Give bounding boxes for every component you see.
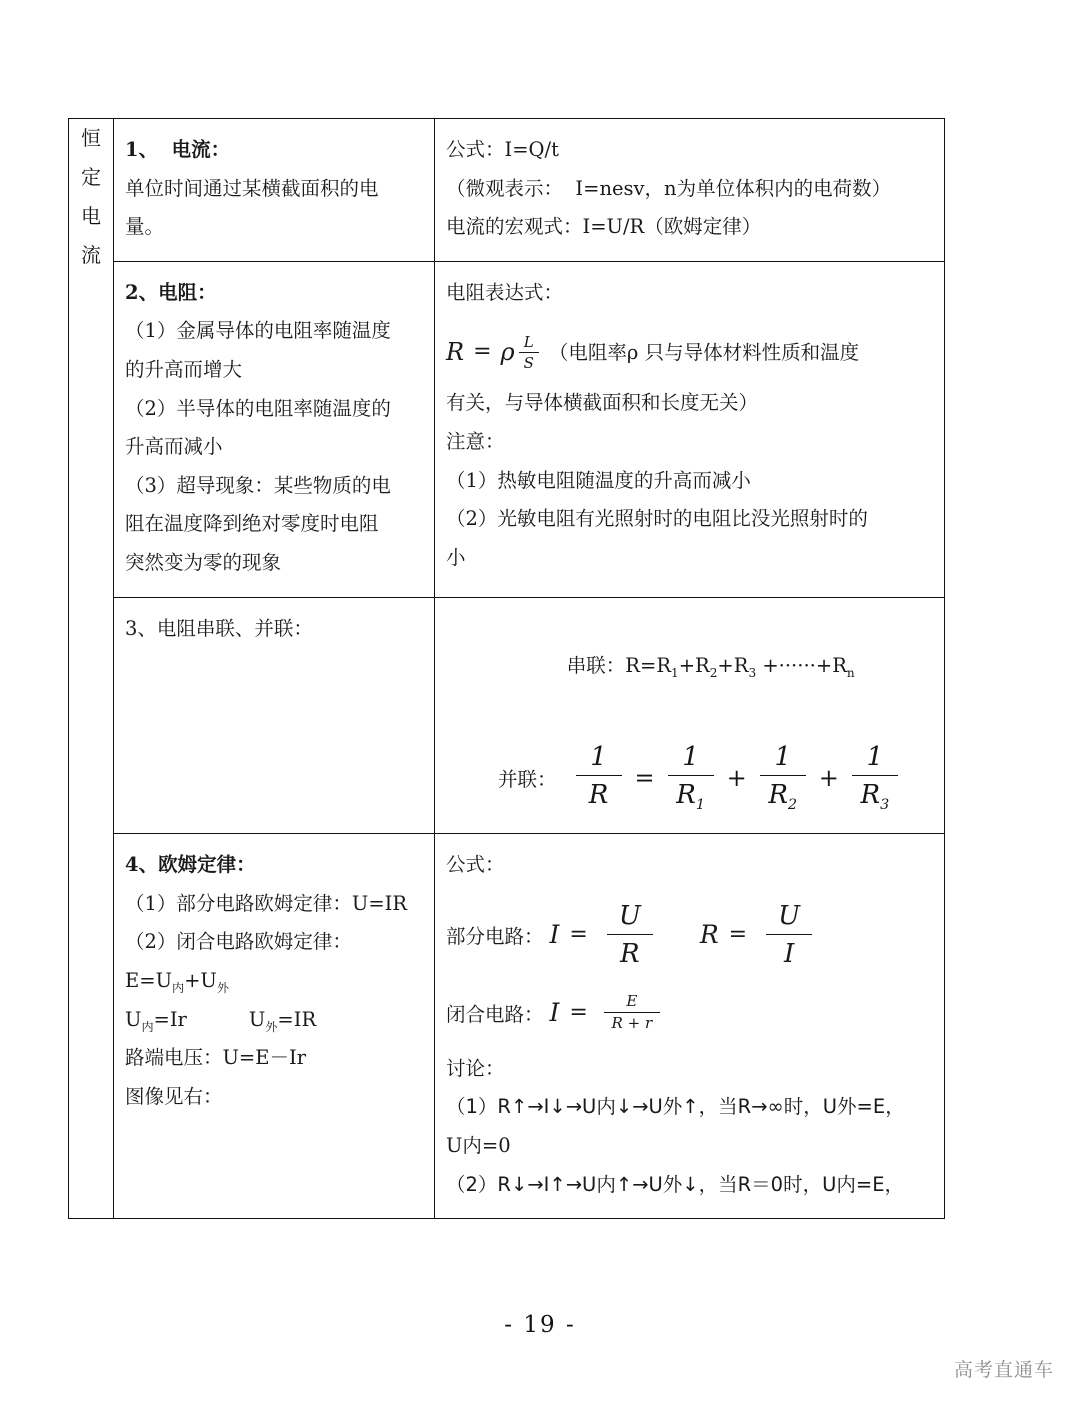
page-number: - 19 - <box>504 1312 576 1338</box>
watermark: 高考直通车 <box>953 1359 1054 1381</box>
partial-eq2-fraction <box>766 900 812 970</box>
graph-note-line: 图像见右： <box>125 1085 223 1109</box>
fraction-numerator: U <box>618 900 641 931</box>
fraction-numerator: 1 <box>866 741 884 772</box>
series-part: +R <box>717 653 749 677</box>
current-definition-line: 单位时间通过某横截面积的电 <box>125 176 379 200</box>
emf-equation <box>125 962 423 1001</box>
closed-circuit-formula <box>446 993 933 1031</box>
partial-eq1-lhs: I <box>549 920 560 950</box>
uin-lead: U <box>125 1007 142 1031</box>
parallel-operator: + <box>726 764 747 793</box>
chapter-label-char: 恒 <box>81 126 101 150</box>
emf-sub: 外 <box>216 980 229 995</box>
row-ohm-left-cell <box>114 833 435 1218</box>
parallel-label: 并联： <box>498 768 557 792</box>
partial-eq2-equals: = <box>728 922 748 948</box>
fraction-numerator: 1 <box>682 741 699 772</box>
discussion-line: （1）R↑→I↓→U内↓→U外↑，当R→∞时，U外=E， <box>446 1095 905 1119</box>
resistance-point-line: （2）半导体的电阻率随温度的 <box>125 396 391 420</box>
fraction-denominator: R + r <box>611 1014 653 1033</box>
notice-heading: 注意： <box>446 430 505 454</box>
uout-sub: 外 <box>265 1019 278 1034</box>
parallel-term <box>576 741 622 813</box>
fraction-numerator: 1 <box>590 741 607 772</box>
parallel-operator: = <box>634 764 655 793</box>
current-macro-line: 电流的宏观式：I=U/R（欧姆定律） <box>446 215 762 239</box>
table-row <box>69 261 945 597</box>
den-symbol: R <box>588 780 609 811</box>
vertical-chapter-label <box>69 119 113 275</box>
fraction-denominator <box>676 776 705 812</box>
resistance-point-line: 升高而减小 <box>125 435 223 459</box>
series-label: 串联： <box>566 653 626 677</box>
den-sub: 3 <box>880 797 890 814</box>
row-series-right-cell <box>435 597 945 833</box>
uin-rest: =Ir <box>153 1007 187 1031</box>
chapter-label-cell <box>69 119 114 1219</box>
row-resistance-right-cell <box>435 261 945 597</box>
table-row <box>69 597 945 833</box>
series-parallel-heading: 3、电阻串联、并联： <box>125 616 313 640</box>
row-current-right-cell <box>435 119 945 262</box>
chapter-label-char: 定 <box>81 165 101 189</box>
closed-eq-equals: = <box>569 1000 588 1026</box>
table-row <box>69 833 945 1218</box>
uin-sub: 内 <box>141 1019 154 1034</box>
closed-eq-fraction <box>604 993 660 1031</box>
series-lead: R=R <box>625 653 671 677</box>
parallel-formula <box>498 741 933 814</box>
row-current-left-cell <box>114 119 435 262</box>
current-definition-line: 量。 <box>125 215 165 239</box>
notice-line: （2）光敏电阻有光照射时的电阻比没光照射时的 <box>446 507 868 531</box>
uout-lead: U <box>248 1007 266 1031</box>
resistance-point-line: 阻在温度降到绝对零度时电阻 <box>125 512 379 536</box>
fraction-denominator: R <box>620 939 640 970</box>
ohm-heading: 4、欧姆定律： <box>125 852 256 876</box>
formula-equals: = <box>473 339 492 365</box>
fraction-numerator: 1 <box>774 741 791 772</box>
fraction-denominator: I <box>783 939 795 970</box>
partial-eq2-lhs: R <box>699 920 719 950</box>
uout-rest: =IR <box>277 1007 317 1031</box>
chapter-label-char: 流 <box>81 243 101 267</box>
resistance-point-line: （3）超导现象：某些物质的电 <box>125 473 391 497</box>
resistivity-note-b: 有关，与导体横截面积和长度无关） <box>446 391 759 415</box>
formula-lhs: R <box>446 338 465 367</box>
partial-circuit-formula <box>446 900 933 970</box>
notice-line: （1）热敏电阻随温度的升高而减小 <box>446 468 751 492</box>
partial-eq1-fraction <box>607 900 653 970</box>
fraction-denominator: S <box>523 353 534 372</box>
parallel-term <box>668 741 714 814</box>
fraction-denominator <box>768 776 797 812</box>
formula-rho: ρ <box>500 338 515 367</box>
partial-eq1-equals: = <box>569 922 588 948</box>
den-symbol: R <box>768 780 788 811</box>
fraction-numerator: U <box>778 900 801 931</box>
parallel-operator: + <box>818 764 839 793</box>
formula-fraction <box>519 333 539 372</box>
den-sub: 1 <box>695 797 705 814</box>
emf-lead: E=U <box>125 968 173 992</box>
emf-mid: +U <box>184 968 217 992</box>
ohm-formula-heading: 公式： <box>446 852 505 876</box>
parallel-term <box>852 741 898 814</box>
resistance-point-line: （1）金属导体的电阻率随温度 <box>125 319 391 343</box>
ohm-partial-line: （1）部分电路欧姆定律：U=IR <box>125 891 408 915</box>
den-sub: 2 <box>787 797 798 814</box>
fraction-denominator <box>589 776 609 812</box>
discussion-line-cont: U内=0 <box>446 1133 511 1157</box>
series-sub: 1 <box>671 665 679 680</box>
row-ohm-right-cell <box>435 833 945 1218</box>
row-series-left-cell <box>114 597 435 833</box>
resistance-point-line: 的升高而增大 <box>125 358 243 382</box>
current-heading: 1、 电流： <box>125 138 231 161</box>
series-sub: 2 <box>709 665 718 680</box>
partial-circuit-label: 部分电路： <box>446 924 544 948</box>
resistance-heading: 2、电阻： <box>125 280 217 304</box>
series-formula <box>625 653 855 680</box>
den-symbol: R <box>860 780 881 811</box>
resistance-point-line: 突然变为零的现象 <box>125 551 282 575</box>
notice-line: 小 <box>446 545 466 569</box>
discussion-heading: 讨论： <box>446 1056 505 1080</box>
row-resistance-left-cell <box>114 261 435 597</box>
table-row <box>69 119 945 262</box>
resistivity-note-a: （电阻率ρ 只与导体材料性质和温度 <box>548 340 860 364</box>
current-micro-line: （微观表示： I=nesv，n为单位体积内的电荷数） <box>446 176 892 200</box>
parallel-term <box>760 741 806 814</box>
den-symbol: R <box>676 780 696 811</box>
series-sub: n <box>846 665 855 680</box>
emf-sub: 内 <box>172 980 185 995</box>
physics-notes-table <box>68 118 945 1219</box>
fraction-numerator: L <box>519 333 539 353</box>
chapter-label-char: 电 <box>81 204 101 228</box>
closed-circuit-label: 闭合电路： <box>446 1002 544 1026</box>
discussion-line: （2）R↓→I↑→U内↑→U外↓，当R＝0时，U内=E， <box>446 1172 905 1196</box>
series-part: +R <box>678 653 710 677</box>
current-formula-line: 公式：I=Q/t <box>446 138 559 161</box>
series-sub: 3 <box>748 665 757 680</box>
ohm-closed-line: （2）闭合电路欧姆定律： <box>125 930 352 954</box>
internal-external-voltage-equations <box>125 1001 423 1040</box>
fraction-denominator <box>861 776 890 812</box>
series-ellipsis: +······+R <box>756 653 847 677</box>
series-formula-row <box>480 610 933 722</box>
resistivity-formula <box>446 328 933 376</box>
terminal-voltage-line: 路端电压：U=E－Ir <box>125 1046 307 1070</box>
closed-eq-lhs: I <box>549 998 560 1028</box>
fraction-numerator: E <box>626 992 638 1011</box>
resistance-expression-heading: 电阻表达式： <box>446 280 564 304</box>
